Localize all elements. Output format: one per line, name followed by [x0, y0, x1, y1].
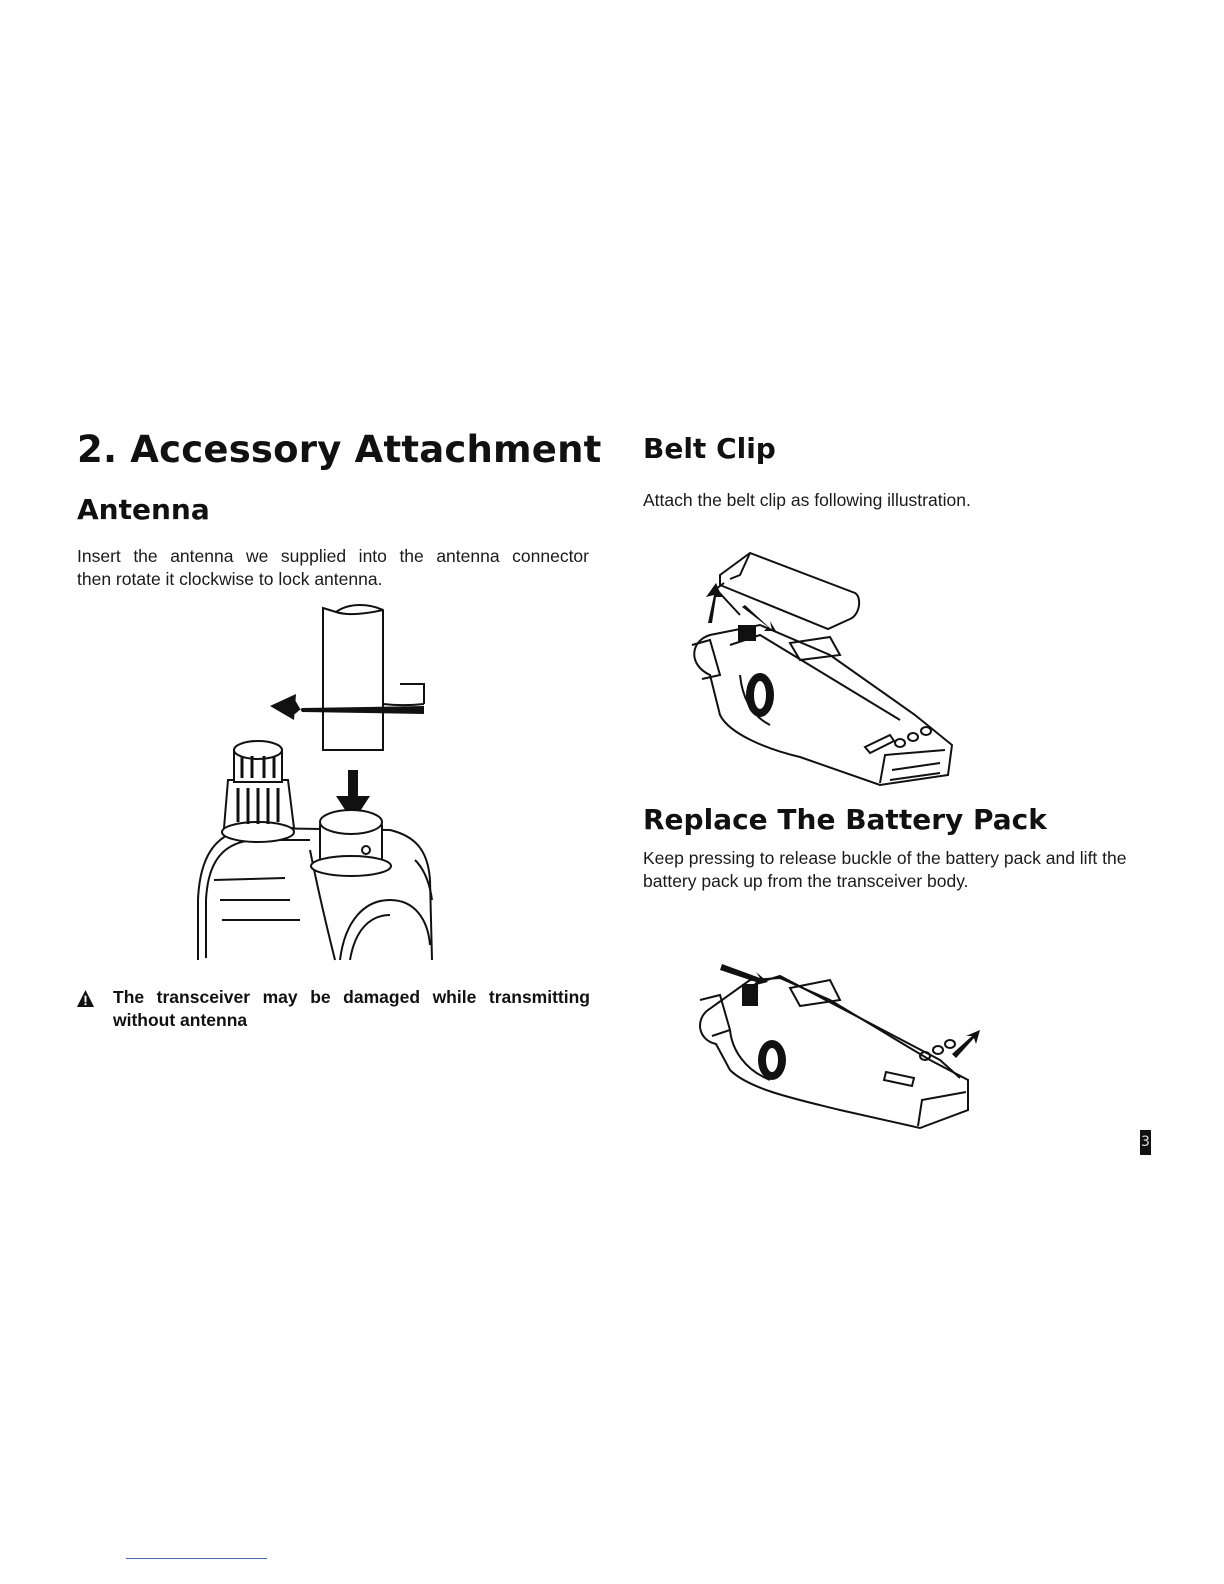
footer-divider	[126, 1558, 267, 1559]
warning-triangle-icon	[76, 989, 95, 1008]
section-title-text: Accessory Attachment	[130, 428, 602, 471]
antenna-text-line2: then rotate it clockwise to lock antenna.	[77, 569, 383, 589]
battery-illustration	[690, 960, 990, 1135]
antenna-illustration	[190, 600, 460, 970]
antenna-heading: Antenna	[77, 493, 210, 526]
battery-text-line1: Keep pressing to release buckle of the battery pack and lift the	[643, 848, 1127, 868]
warning-line2: without antenna	[113, 1010, 248, 1030]
page-number: 3	[1140, 1130, 1151, 1155]
section-number: 2.	[77, 428, 118, 471]
battery-text-line2: battery pack up from the transceiver body.	[643, 871, 969, 891]
section-title	[77, 428, 602, 471]
belt-clip-text: Attach the belt clip as following illustration.	[643, 490, 971, 510]
antenna-text-line1: Insert the antenna we supplied into the antenna connector	[77, 546, 589, 566]
belt-clip-heading: Belt Clip	[643, 432, 776, 465]
warning-line1: The transceiver may be damaged while transmitting	[113, 987, 590, 1007]
battery-heading: Replace The Battery Pack	[643, 803, 1047, 836]
belt-clip-illustration	[680, 545, 960, 795]
